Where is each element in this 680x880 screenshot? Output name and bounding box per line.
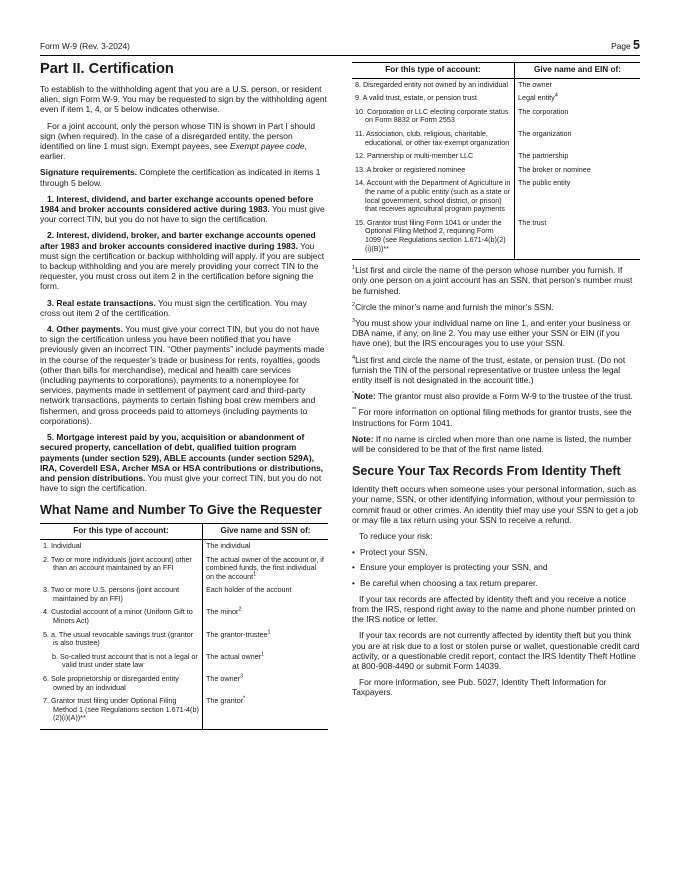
page-number-label: Page 5	[611, 38, 640, 52]
footnote-star: *Note: The grantor must also provide a Form W-9 to the trustee of the trust.	[352, 391, 633, 402]
part2-p1: To establish to the withholding agent that you are a U.S. person, or resident alien, sign Form W-9. You may be requested to sign by the withholding agent even if item 1, 4, or 5 below indicates otherwise.	[40, 84, 327, 115]
list-item: • Protect your SSN,	[352, 547, 640, 557]
ein-table	[352, 62, 640, 260]
identity-theft-p1: Identity theft occurs when someone uses your personal information, such as your name, SSN, or other identifying information, without your permission to commit fraud or other crimes. An identity thief may use your SSN to get a job or may file a tax return using your SSN to receive a refund.	[352, 484, 639, 525]
give-name-cell: The broker or nominee	[518, 164, 591, 174]
identity-theft-p3: If your tax records are affected by identity theft and you receive a notice from the IRS, respond right away to the name and phone number printed on the IRS notice or letter.	[352, 593, 636, 625]
give-name-cell: The partnership	[518, 151, 569, 161]
table-row	[352, 217, 640, 260]
ssn-col2-header: Give name and SSN of:	[203, 524, 329, 540]
ssn-col1-header: For this type of account:	[40, 524, 203, 540]
account-type-cell: 1. Individual	[40, 539, 203, 553]
give-name-cell: The owner$^3$	[206, 673, 244, 684]
give-name-cell: The organization	[518, 128, 572, 138]
table-row	[352, 128, 640, 150]
give-name-cell: The public entity	[518, 178, 571, 188]
give-name-cell: The individual	[206, 540, 251, 550]
give-name-cell: Each holder of the account	[206, 585, 292, 595]
footnote-3: $^3$You must show your individual name on line 1, and enter your business or DBA name, if any, on line 2. You may use either your SSN or EIN (if you have one), but the IRS encourages you to use your SSN.	[352, 317, 631, 349]
give-name-cell: The minor$^2$	[206, 607, 242, 617]
account-type-cell: 5. a. The usual revocable savings trust (grantor is also trustee)	[40, 629, 203, 651]
table-row	[352, 106, 640, 128]
give-name-cell: The actual owner$^1$	[206, 651, 265, 661]
table-row	[40, 629, 328, 651]
page-header	[40, 40, 640, 56]
part2-title: Part II. Certification	[40, 61, 174, 77]
account-type-cell: 11. Association, club, religious, charitable, educational, or other tax-exempt organization	[352, 128, 515, 150]
table-row	[40, 695, 328, 729]
footnote-2: $^2$Circle the minor’s name and furnish the minor’s SSN.	[352, 301, 554, 312]
list-item: • Ensure your employer is protecting your SSN, and	[352, 562, 640, 572]
give-name-cell: The actual owner of the account or, if combined funds, the first individual on the account$^1$	[206, 554, 324, 581]
account-type-cell: 9. A valid trust, estate, or pension trust	[352, 92, 515, 106]
identity-theft-p5: For more information, see Pub. 5027, Identity Theft Information for Taxpayers.	[352, 677, 607, 698]
account-type-cell: 7. Grantor trust filing under Optional Filing Method 1 (see Regulations section 1.671-4(b)(2)(i)(A))**	[40, 695, 203, 729]
page-number: 5	[633, 38, 640, 52]
footnote-double-star: ** For more information on optional filing methods for grantor trusts, see the Instructions for Form 1041.	[352, 407, 632, 428]
give-name-cell: Legal entity$^4$	[518, 92, 558, 103]
item-1: 1. Interest, dividend, and barter exchange accounts opened before 1984 and broker accounts considered active during 1983. You must give your correct TIN, but you do not have to sign the certification.	[40, 193, 325, 225]
account-type-cell: 6. Sole proprietorship or disregarded entity owned by an individual	[40, 673, 203, 695]
ssn-section-title: What Name and Number To Give the Requester	[40, 503, 322, 518]
signature-requirements: Signature requirements. Complete the certification as indicated in items 1 through 5 below.	[40, 167, 321, 188]
account-type-cell: b. So-called trust account that is not a legal or valid trust under state law	[40, 651, 203, 673]
ein-col1-header: For this type of account:	[352, 63, 515, 79]
item-3: 3. Real estate transactions. You must sign the certification. You may cross out item 2 of the certification.	[40, 297, 307, 318]
account-type-cell: 13. A broker or registered nominee	[352, 164, 515, 178]
table-row	[40, 539, 328, 553]
account-type-cell: 8. Disregarded entity not owned by an individual	[352, 78, 515, 92]
item-4: 4. Other payments. You must give your correct TIN, but you do not have to sign the certification unless you have been notified that you have previously given an incorrect TIN. “Other payments” include payments made in the course of the requester’s trade or business for rents, royalties, goods (other than bills for merchandise), medical and health care services (including payments to corporations), payments to a nonemployee for services, payments made in settlement of payment card and third-party network transactions, payments to certain fishing boat crew members and fishermen, and gross proceeds paid to attorneys (including payments to corporations).	[40, 324, 325, 426]
ssn-table	[40, 523, 328, 730]
account-type-cell: 10. Corporation or LLC electing corporate status on Form 8832 or Form 2553	[352, 106, 515, 128]
footnote-4: $^4$List first and circle the name of the trust, estate, or pension trust. (Do not furnish the TIN of the personal representative or trustee unless the legal entity itself is not designated in the account title.)	[352, 354, 626, 385]
table-row	[40, 584, 328, 606]
left-column	[40, 60, 328, 730]
table-row	[40, 606, 328, 628]
account-type-cell: 12. Partnership or multi-member LLC	[352, 150, 515, 164]
account-type-cell: 14. Account with the Department of Agriculture in the name of a public entity (such as a state or local government, school district, or prison) that receives agricultural program payments	[352, 177, 515, 216]
form-label: Form W-9 (Rev. 3-2024)	[40, 41, 130, 51]
table-row	[352, 164, 640, 178]
note: Note: If no name is circled when more than one name is listed, the number will be considered to be that of the first name listed.	[352, 433, 632, 454]
account-type-cell: 3. Two or more U.S. persons (joint account maintained by an FFI)	[40, 584, 203, 606]
identity-theft-p4: If your tax records are not currently affected by identity theft but you think you are at risk due to a lost or stolen purse or wallet, questionable credit card activity, or a questionable credit report, contact the IRS Identity Theft Hotline at 800-908-4490 or submit Form 14039.	[352, 630, 640, 671]
table-row	[352, 92, 640, 106]
account-type-cell: 15. Grantor trust filing Form 1041 or under the Optional Filing Method 2, requiring Form 1099 (see Regulations section 1.671-4(b)(2)(i)(B))**	[352, 217, 515, 260]
item-5: 5. Mortgage interest paid by you, acquisition or abandonment of secured property, cancellation of debt, qualified tuition program payments (under section 529), ABLE accounts (under section 529A), IRA, Coverdell ESA, Archer MSA or HSA contributions or distributions, and pension distributions. You must give your correct TIN, but you do not have to sign the certification.	[40, 432, 324, 494]
give-name-cell: The owner	[518, 79, 552, 89]
give-name-cell: The trust	[515, 217, 641, 260]
table-row	[40, 554, 328, 585]
account-type-cell: 4. Custodial account of a minor (Uniform Gift to Minors Act)	[40, 606, 203, 628]
account-type-cell: 2. Two or more individuals (joint account) other than an account maintained by an FFI	[40, 554, 203, 585]
give-name-cell: The grantor*	[203, 695, 329, 729]
footnote-1: $^1$List first and circle the name of the person whose number you furnish. If only one person on a joint account has an SSN, that person’s number must be furnished.	[352, 265, 633, 296]
table-row	[352, 78, 640, 92]
table-row	[352, 150, 640, 164]
identity-theft-p2: To reduce your risk:	[359, 530, 433, 541]
ein-col2-header: Give name and EIN of:	[515, 63, 641, 79]
part2-p2: For a joint account, only the person whose TIN is shown in Part I should sign (when required). In the case of a disregarded entity, the person identified on line 1 must sign. Exempt payees, see Exempt payee code, earlier.	[40, 120, 316, 162]
table-row	[40, 651, 328, 673]
right-column	[352, 62, 640, 704]
identity-theft-title: Secure Your Tax Records From Identity Theft	[352, 464, 621, 479]
table-row	[352, 177, 640, 216]
risk-list	[352, 547, 640, 588]
give-name-cell: The corporation	[518, 106, 569, 116]
give-name-cell: The grantor-trustee$^1$	[206, 629, 271, 639]
item-2: 2. Interest, dividend, broker, and barter exchange accounts opened after 1983 and broker accounts considered inactive during 1983. You must sign the certification or backup withholding will apply. If you are subject to backup withholding and you are merely providing your correct TIN to the requester, you must cross out item 2 in the certification before signing the form.	[40, 230, 325, 292]
list-item: • Be careful when choosing a tax return preparer.	[352, 578, 640, 588]
table-row	[40, 673, 328, 695]
